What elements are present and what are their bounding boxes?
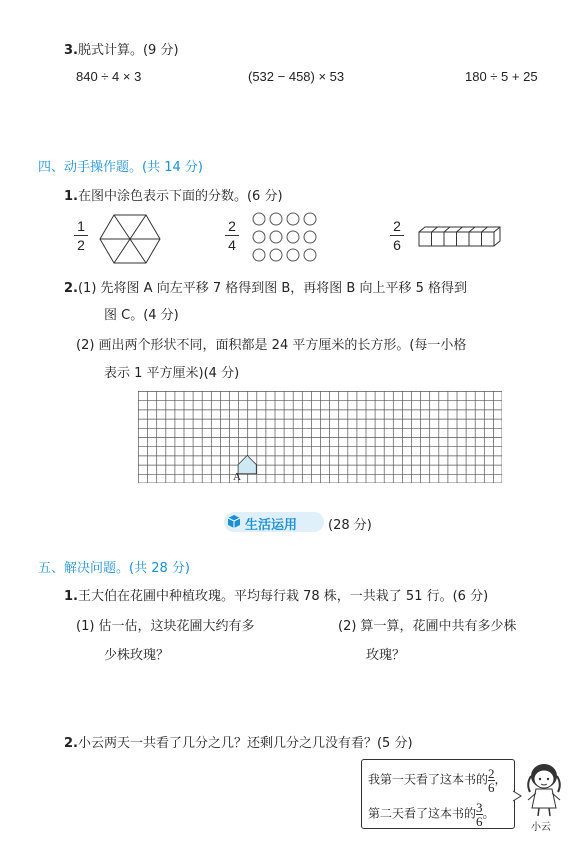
question-number: 2. — [64, 281, 78, 296]
section3-heading — [64, 39, 179, 58]
girl-name-label: 小云 — [531, 822, 551, 833]
section4-q2-1-line1 — [64, 277, 467, 296]
fraction-bar — [225, 235, 239, 236]
denominator: 2 — [77, 237, 85, 253]
bubble-line-1: 我第一天看了这本书的 $\frac{2}{6}$ ， — [368, 766, 507, 795]
bubble-text-1: 我第一天看了这本书的 — [368, 772, 489, 787]
fraction-two-fourths — [225, 218, 239, 253]
speech-bubble — [361, 759, 515, 829]
grid-label-a: A — [233, 471, 241, 483]
numerator: 2 — [488, 766, 495, 781]
section5-q1-a-line1: (1) 估一估，这块花圃大约有多 — [76, 619, 255, 634]
section4-q2-2-line1: (2) 画出两个形状不同，面积都是 24 平方厘米的长方形。(每一小格 — [76, 338, 467, 353]
expression-1: 840 ÷ 4 × 3 — [76, 69, 142, 84]
banner-score: (28 分) — [328, 518, 372, 533]
question-number: 1. — [64, 189, 78, 204]
section5-q1-a-line2: 少株玫瑰？ — [104, 648, 170, 663]
section5-q1-b-line2: 玫瑰？ — [366, 648, 406, 663]
numerator: 2 — [228, 218, 236, 234]
denominator: 6 — [488, 780, 495, 795]
question-number: 2. — [64, 736, 78, 751]
bubble-tail — [512, 790, 522, 802]
hexagon-shape[interactable] — [99, 214, 161, 264]
section4-q2-2-line2: 表示 1 平方厘米)(4 分) — [104, 366, 240, 381]
numerator: 1 — [77, 218, 85, 234]
section5-q2 — [64, 732, 413, 751]
numerator: 3 — [476, 800, 483, 815]
banner-label: 生活运用 — [245, 518, 298, 533]
cube-icon — [227, 514, 241, 529]
girl-illustration — [522, 758, 566, 820]
section4-q1 — [64, 185, 283, 204]
circles-shape[interactable] — [251, 211, 331, 265]
cuboid-bar-shape[interactable] — [418, 226, 502, 248]
section5-title: 五、解决问题。(共 28 分) — [38, 561, 190, 576]
bubble-line-2: 第二天看了这本书的 $\frac{3}{6}$ 。 — [368, 800, 495, 829]
bubble-text-2: 第二天看了这本书的 — [368, 806, 477, 821]
question-number: 1. — [64, 589, 78, 604]
question-text: 小云两天一共看了几分之几？还剩几分之几没有看？(5 分) — [77, 736, 413, 751]
question-number: 3. — [64, 43, 78, 58]
bubble-fraction-1 — [488, 767, 495, 794]
section4-q2-1-line2: 图 C。(4 分) — [104, 308, 179, 323]
section5-q1-b-line1: (2) 算一算，花圃中共有多少株 — [338, 619, 517, 634]
drawing-grid[interactable] — [138, 391, 502, 483]
question-text: 脱式计算。(9 分) — [77, 43, 179, 58]
expression-3: 180 ÷ 5 + 25 — [465, 69, 538, 84]
bubble-fraction-2 — [476, 801, 483, 828]
denominator: 6 — [393, 237, 401, 253]
denominator: 6 — [476, 814, 483, 829]
fraction-two-sixths — [390, 218, 404, 253]
question-text: 王大伯在花圃中种植玫瑰。平均每行栽 78 株，一共栽了 51 行。(6 分) — [77, 589, 489, 604]
question-text: 在图中涂色表示下面的分数。(6 分) — [77, 189, 283, 204]
question-text: (1) 先将图 A 向左平移 7 格得到图 B，再将图 B 向上平移 5 格得到 — [77, 281, 467, 296]
fraction-bar — [390, 235, 404, 236]
denominator: 4 — [228, 237, 236, 253]
section4-title: 四、动手操作题。(共 14 分) — [38, 160, 203, 175]
fraction-half — [74, 218, 88, 253]
numerator: 2 — [393, 218, 401, 234]
expression-2: (532 − 458) × 53 — [248, 69, 345, 84]
section5-q1 — [64, 585, 488, 604]
fraction-bar — [74, 235, 88, 236]
